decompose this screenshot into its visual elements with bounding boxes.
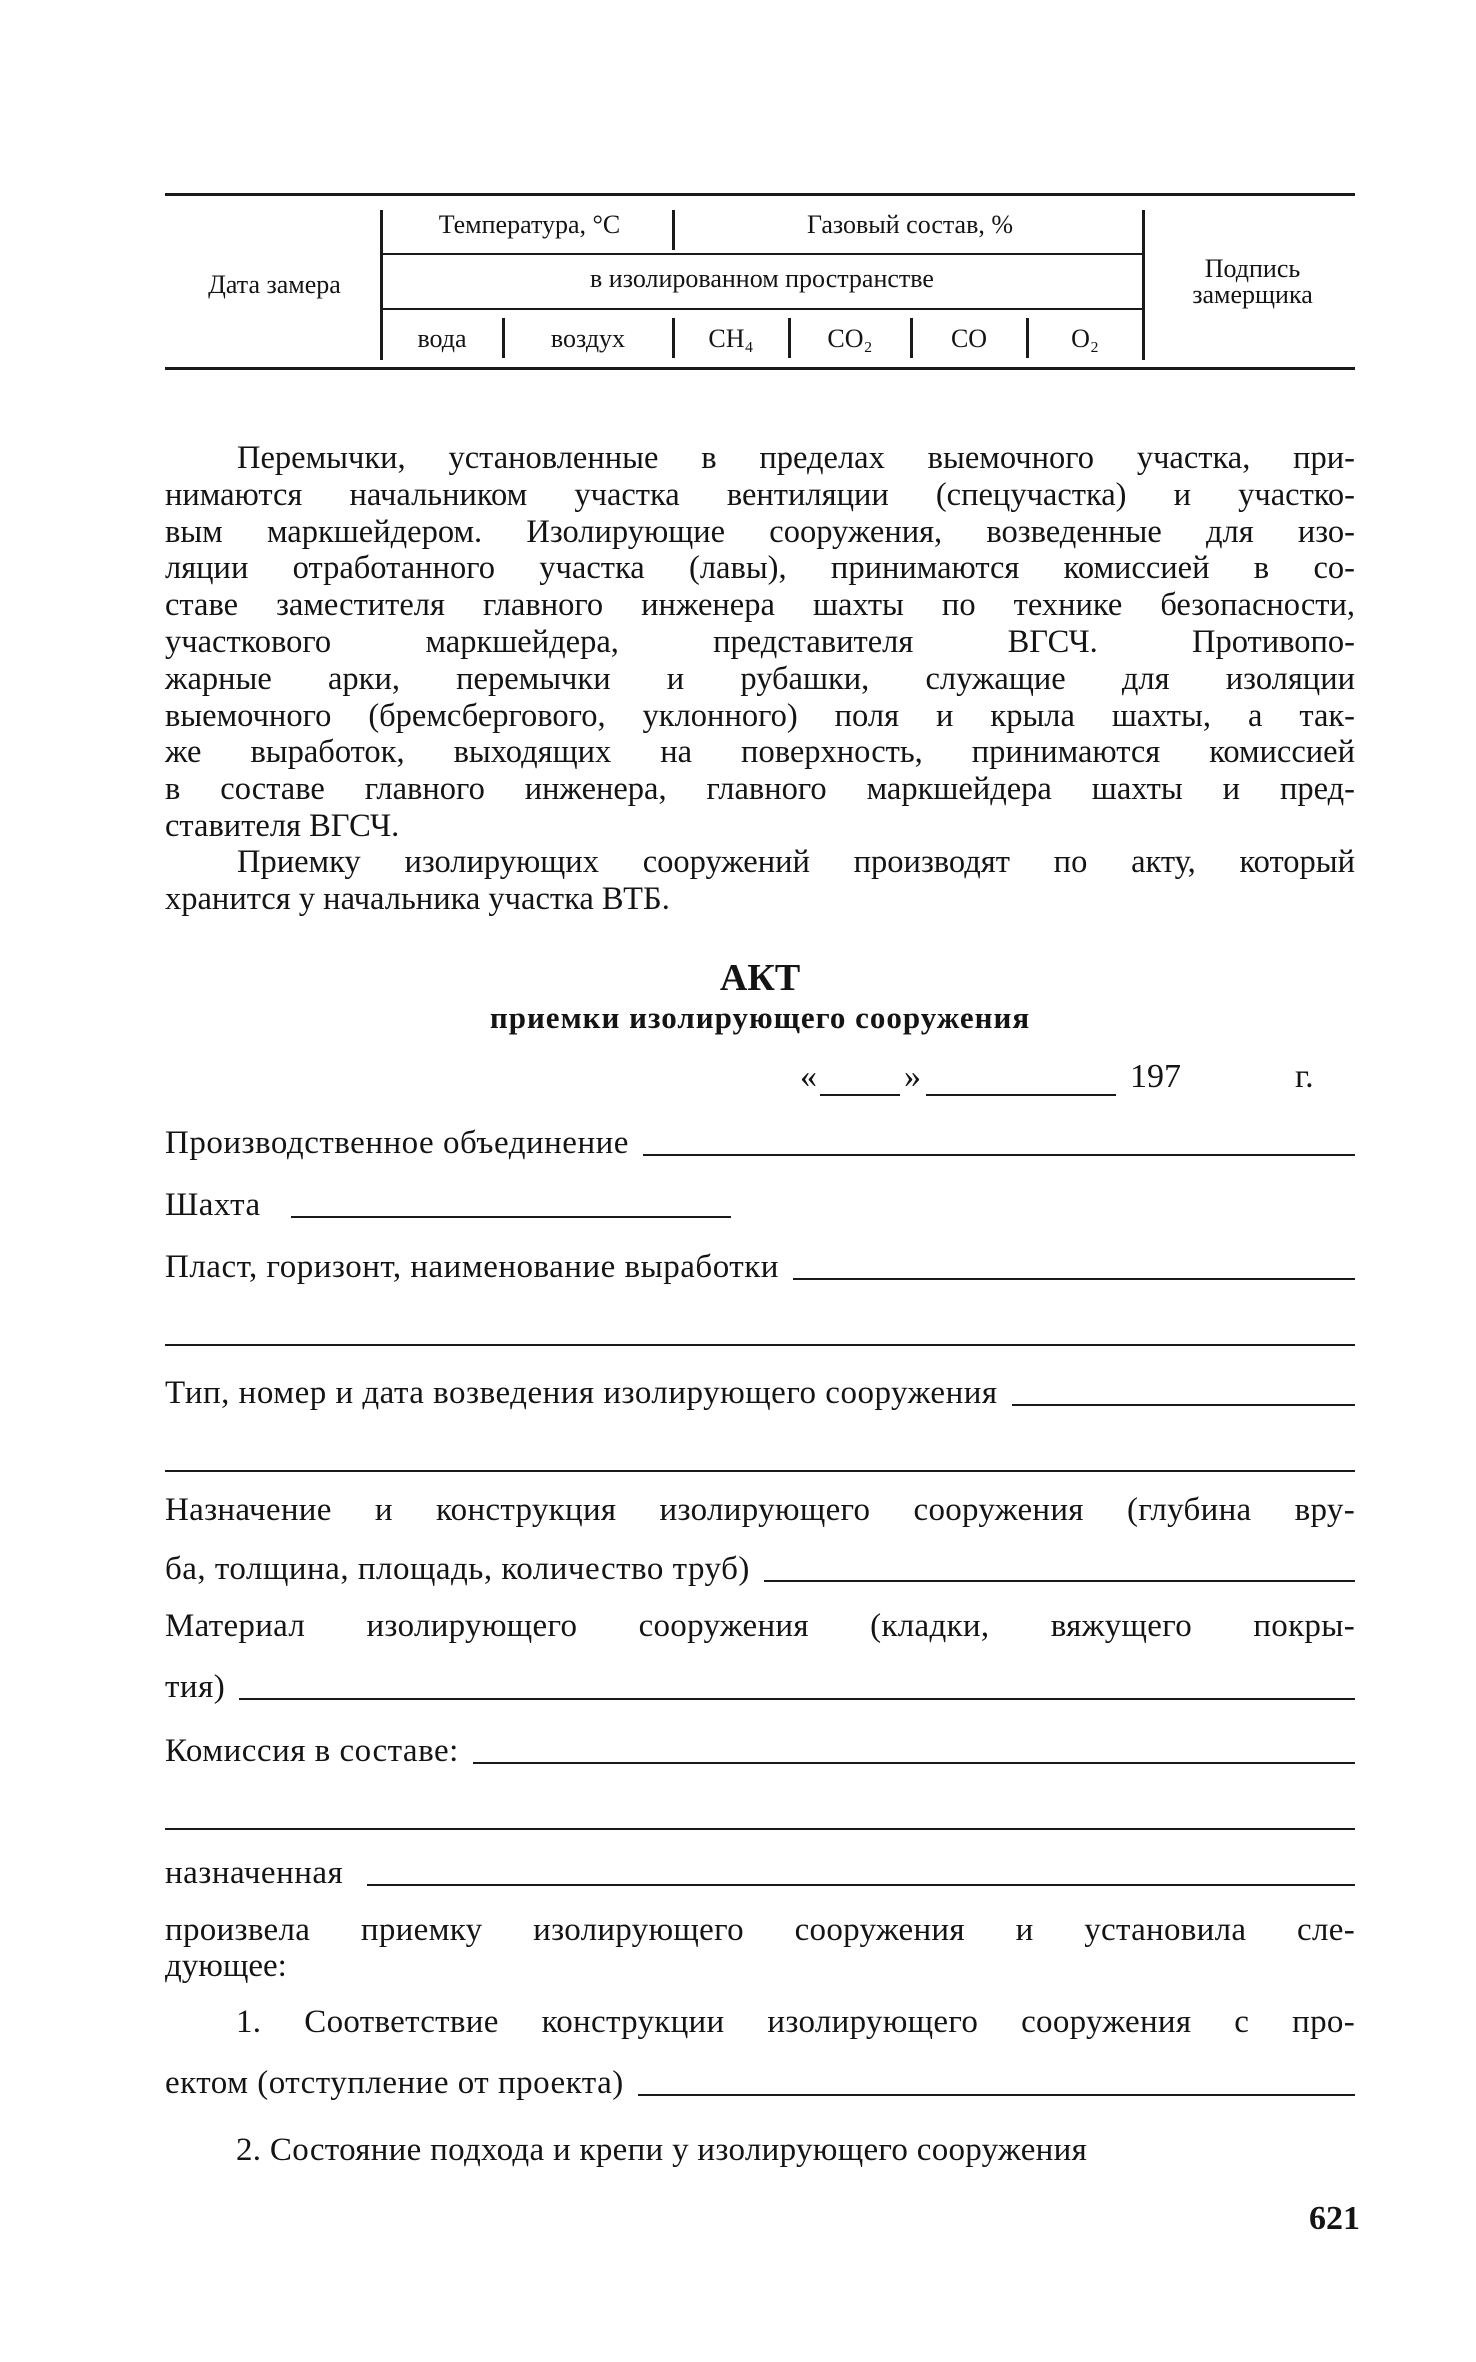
material-label-line2: тия): [165, 1669, 226, 1705]
act-date: [800, 1058, 1340, 1102]
table-vline: [672, 318, 675, 358]
paragraph-line: в составе главного инженера, главного маркшейдера шахты и пред-: [165, 771, 1355, 808]
form-row-purpose: [165, 1544, 1355, 1588]
purpose-label-line1: Назначение и конструкция изолирующего сооружения (глубина вру-: [165, 1492, 1355, 1528]
sub-co2: CO₂: [827, 324, 873, 353]
paragraph-line: ставе заместителя главного инженера шахты по технике безопасности,: [165, 587, 1355, 624]
act-title: АКТ: [719, 957, 801, 999]
form-row-type: [165, 1368, 1355, 1412]
col-space-header: в изолированном пространстве: [590, 264, 934, 293]
commission-field[interactable]: [473, 1762, 1355, 1764]
col-sign-line2: замерщика: [1192, 280, 1313, 309]
col-gas-header: Газовый состав, %: [806, 210, 1014, 239]
type-label: Тип, номер и дата возведения изолирующего сооружения: [165, 1375, 998, 1411]
date-year: 197: [1130, 1058, 1181, 1095]
table-vline: [910, 318, 913, 358]
association-field[interactable]: [643, 1154, 1355, 1156]
table-vline: [1142, 210, 1145, 360]
date-month-field[interactable]: [926, 1094, 1116, 1096]
paragraph-line: участкового маркшейдера, представителя ВГСЧ. Противопо-: [165, 623, 1355, 660]
paragraph-line: хранится у начальника участка ВТБ.: [165, 880, 670, 917]
form-row-commission: [165, 1726, 1355, 1770]
type-field-continuation[interactable]: [165, 1470, 1355, 1472]
table-hline: [382, 253, 1142, 255]
sub-ch4: CH₄: [708, 324, 754, 353]
seam-field[interactable]: [793, 1278, 1355, 1280]
mine-field[interactable]: [291, 1216, 731, 1218]
table-vline: [788, 318, 791, 358]
commission-field-continuation[interactable]: [165, 1828, 1355, 1830]
paragraph-line: же выработок, выходящих на поверхность, принимаются комиссией: [165, 734, 1355, 771]
table-bottom-rule: [165, 367, 1355, 370]
item1-field[interactable]: [638, 2094, 1355, 2096]
form-row-mine: [165, 1180, 1355, 1224]
paragraph-line: Перемычки, установленные в пределах выемочного участка, при-: [237, 440, 1355, 476]
table-vline: [502, 318, 505, 358]
table-vline: [672, 210, 675, 250]
date-open-quote: «: [800, 1058, 817, 1095]
date-day-field[interactable]: [820, 1094, 900, 1096]
form-row-material: [165, 1662, 1355, 1706]
form-row-seam: [165, 1242, 1355, 1286]
mine-label: Шахта: [165, 1187, 261, 1223]
accepted-text-line1: произвела приемку изолирующего сооружения и установила сле-: [165, 1912, 1355, 1948]
date-year-suffix: г.: [1295, 1058, 1314, 1095]
paragraph-line: ляции отработанного участка (лавы), принимаются комиссией в со-: [165, 550, 1355, 587]
item1-label-line2: ектом (отступление от проекта): [165, 2065, 624, 2101]
accepted-text-line2: дующее:: [165, 1948, 287, 1984]
item2-label: 2. Состояние подхода и крепи у изолирующего сооружения: [236, 2132, 1088, 2168]
sub-air: воздух: [550, 324, 626, 353]
appointed-label: назначенная: [165, 1855, 344, 1891]
table-hline: [382, 308, 1142, 310]
type-field[interactable]: [1012, 1404, 1355, 1406]
paragraph-line: выемочного (бремсбергового, уклонного) поля и крыла шахты, а так-: [165, 697, 1355, 734]
sub-o2: O₂: [1071, 324, 1099, 353]
appointed-field[interactable]: [367, 1884, 1355, 1886]
form-row-association: [165, 1118, 1355, 1162]
paragraph-line: вым маркшейдером. Изолирующие сооружения, возведенные для изо-: [165, 513, 1355, 550]
seam-field-continuation[interactable]: [165, 1344, 1355, 1346]
date-close-quote: »: [904, 1058, 921, 1095]
table-top-rule: [165, 193, 1355, 196]
page-number: 621: [1309, 2200, 1360, 2237]
paragraph-acceptance-rules: [165, 440, 1355, 845]
material-field[interactable]: [239, 1698, 1355, 1700]
table-vline: [1026, 318, 1029, 358]
paragraph-line: Приемку изолирующих сооружений производят по акту, который: [237, 844, 1355, 880]
col-temp-header: Температура, °C: [438, 210, 621, 239]
material-label-line1: Материал изолирующего сооружения (кладки, вяжущего покры-: [165, 1608, 1355, 1644]
form-row-appointed: [165, 1848, 1355, 1892]
act-subtitle: приемки изолирующего сооружения: [489, 1000, 1031, 1035]
commission-label: Комиссия в составе:: [165, 1733, 459, 1769]
purpose-label-line2: ба, толщина, площадь, количество труб): [165, 1551, 750, 1587]
col-sign-header: [1150, 256, 1355, 308]
association-label: Производственное объединение: [165, 1125, 629, 1161]
col-date-header: Дата замера: [208, 270, 341, 299]
seam-label: Пласт, горизонт, наименование выработки: [165, 1249, 779, 1285]
form-row-item1: [165, 2058, 1355, 2102]
paragraph-line: ставителя ВГСЧ.: [165, 807, 400, 844]
paragraph-act-storage: [165, 844, 1355, 918]
paragraph-line: нимаются начальником участка вентиляции (спецучастка) и участко-: [165, 476, 1355, 513]
item1-label-line1: 1. Соответствие конструкции изолирующего сооружения с про-: [236, 2004, 1355, 2040]
col-sign-line1: Подпись: [1204, 254, 1301, 283]
sub-co: CO: [950, 324, 988, 353]
paragraph-line: жарные арки, перемычки и рубашки, служащие для изоляции: [165, 660, 1355, 697]
sub-water: вода: [417, 324, 467, 353]
purpose-field[interactable]: [764, 1580, 1355, 1582]
